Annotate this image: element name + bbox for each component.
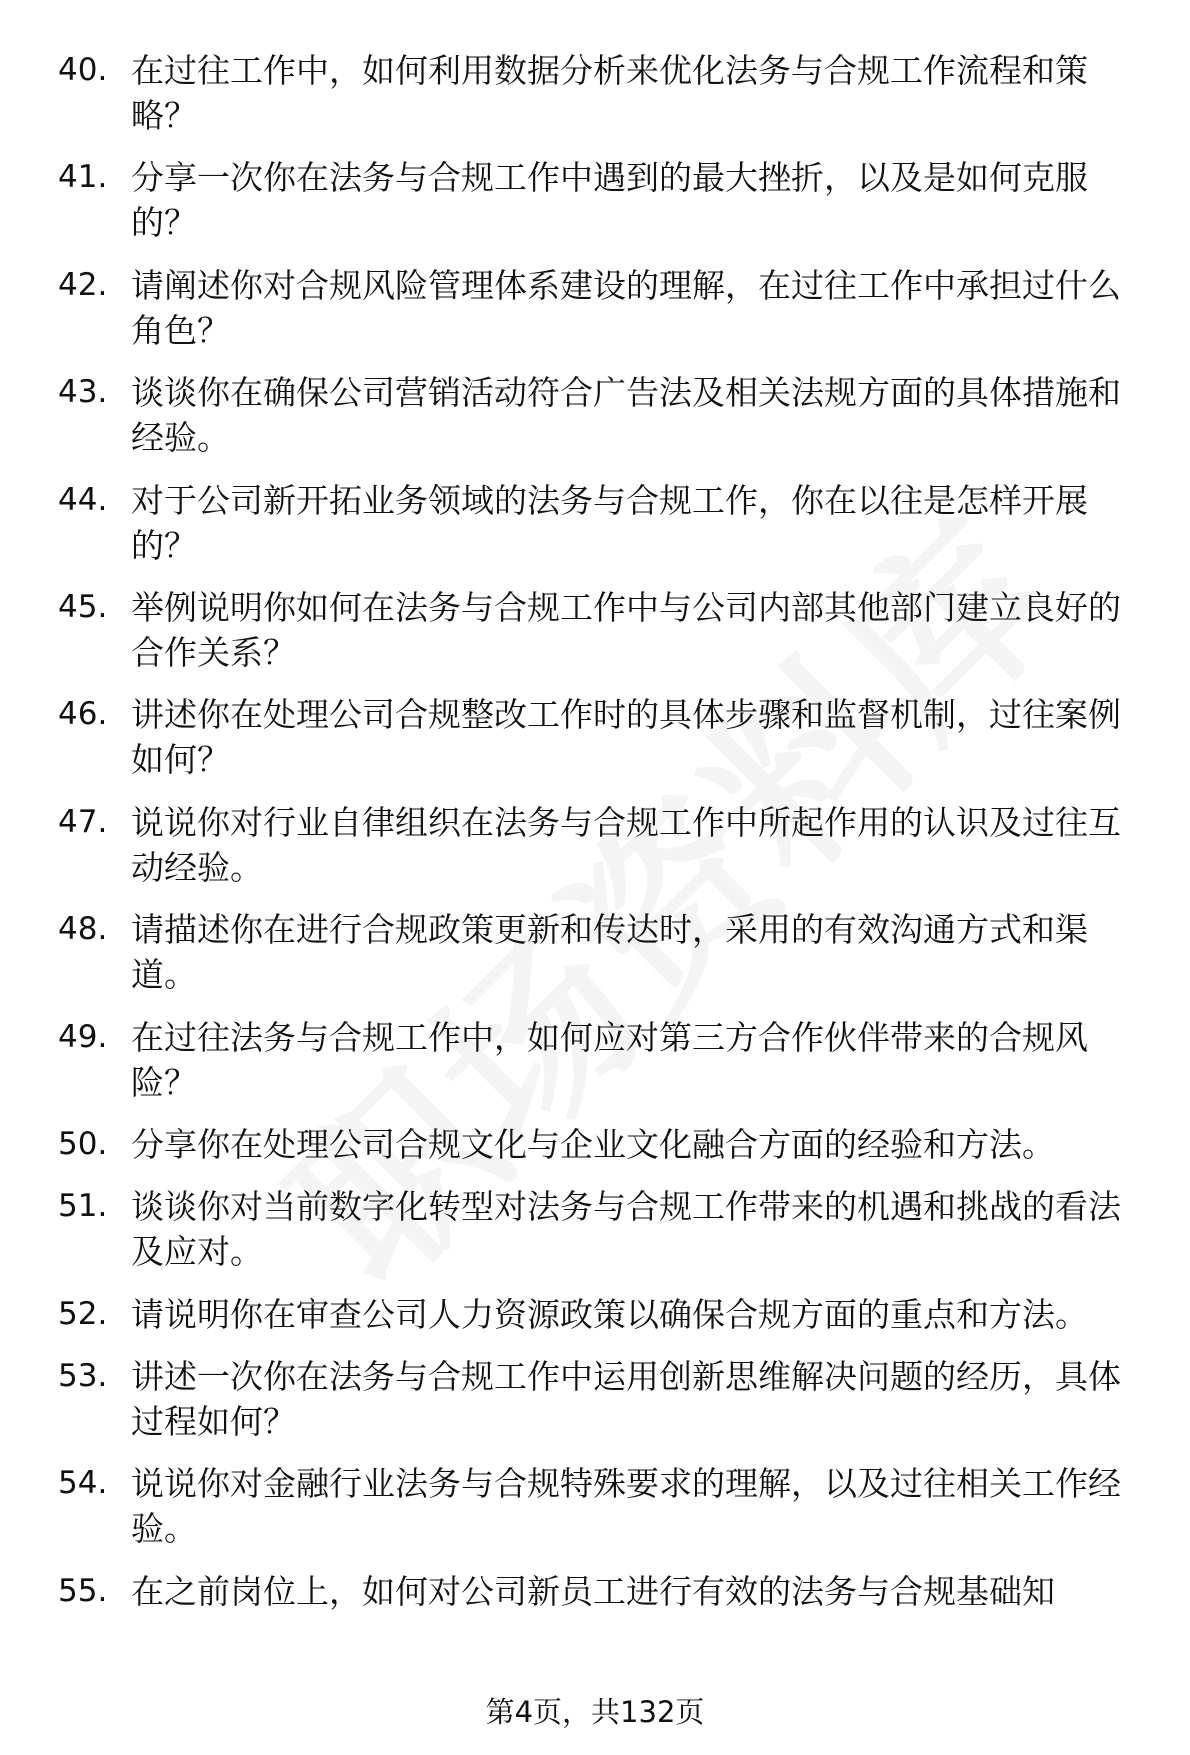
question-text: 谈谈你在确保公司营销活动符合广告法及相关法规方面的具体措施和经验。 [131, 373, 1121, 458]
question-text: 讲述一次你在法务与合规工作中运用创新思维解决问题的经历，具体过程如何？ [131, 1357, 1121, 1442]
question-text: 举例说明你如何在法务与合规工作中与公司内部其他部门建立良好的合作关系？ [131, 587, 1121, 672]
list-item [58, 692, 1148, 782]
question-number: 43. [58, 374, 108, 411]
question-text: 在过往工作中，如何利用数据分析来优化法务与合规工作流程和策略？ [131, 51, 1088, 135]
question-number: 55. [58, 1572, 108, 1609]
question-number: 46. [58, 696, 108, 733]
question-number: 51. [58, 1188, 108, 1225]
page-footer: 第4页，共132页 [485, 1695, 705, 1729]
question-text: 谈谈你对当前数字化转型对法务与合规工作带来的机遇和挑战的看法及应对。 [131, 1187, 1121, 1272]
question-number: 48. [58, 911, 108, 948]
question-text: 在过往法务与合规工作中，如何应对第三方合作伙伴带来的合规风险？ [131, 1017, 1088, 1102]
question-text: 讲述你在处理公司合规整改工作时的具体步骤和监督机制，过往案例如何？ [131, 695, 1121, 780]
question-text: 对于公司新开拓业务领域的法务与合规工作，你在以往是怎样开展的？ [131, 480, 1088, 565]
list-item [58, 1184, 1148, 1274]
question-number: 52. [58, 1295, 108, 1332]
list-item [58, 1292, 1148, 1337]
question-text: 请描述你在进行合规政策更新和传达时，采用的有效沟通方式和渠道。 [131, 910, 1088, 995]
list-item [58, 1354, 1148, 1444]
list-item [58, 585, 1148, 675]
list-item [58, 1122, 1148, 1167]
list-item [58, 907, 1148, 997]
question-number: 42. [58, 266, 108, 303]
list-item [58, 263, 1148, 353]
question-text: 说说你对行业自律组织在法务与合规工作中所起作用的认识及过往互动经验。 [131, 802, 1121, 887]
question-text: 分享你在处理公司合规文化与企业文化融合方面的经验和方法。 [131, 1124, 1055, 1164]
question-number: 53. [58, 1358, 108, 1395]
question-text: 请阐述你对合规风险管理体系建设的理解，在过往工作中承担过什么角色？ [131, 265, 1121, 350]
question-number: 41. [58, 159, 108, 196]
question-number: 45. [58, 588, 108, 625]
question-number: 47. [58, 803, 108, 840]
question-text: 在之前岗位上，如何对公司新员工进行有效的法务与合规基础知 [131, 1571, 1055, 1611]
list-item [58, 370, 1148, 460]
question-number: 40. [58, 52, 108, 88]
list-item [58, 1015, 1148, 1105]
question-text: 分享一次你在法务与合规工作中遇到的最大挫折，以及是如何克服的？ [131, 158, 1088, 243]
question-list [58, 48, 1148, 1631]
list-item [58, 48, 1148, 138]
question-number: 44. [58, 481, 108, 518]
question-text: 请说明你在审查公司人力资源政策以确保合规方面的重点和方法。 [131, 1294, 1088, 1334]
question-number: 54. [58, 1465, 108, 1502]
list-item [58, 478, 1148, 568]
question-number: 49. [58, 1018, 108, 1055]
list-item [58, 155, 1148, 245]
list-item [58, 1569, 1148, 1614]
question-number: 50. [58, 1125, 108, 1162]
list-item [58, 1461, 1148, 1551]
question-text: 说说你对金融行业法务与合规特殊要求的理解，以及过往相关工作经验。 [131, 1464, 1121, 1549]
list-item [58, 800, 1148, 890]
